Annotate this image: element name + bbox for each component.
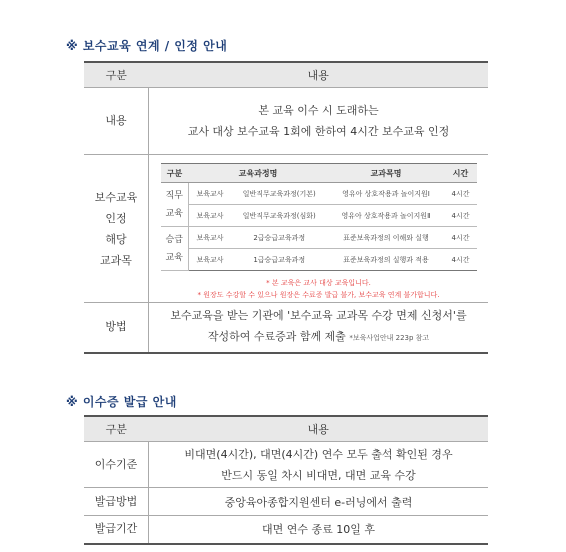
row-label-issue-method: 발급방법 — [84, 488, 149, 516]
certificate-table — [84, 415, 488, 545]
inner-header-hours: 시간 — [445, 164, 477, 183]
issue-method-cell: 중앙육아종합지원센터 e-러닝에서 출력 — [149, 488, 489, 516]
notes — [150, 277, 487, 301]
header-category: 구분 — [84, 62, 149, 88]
content-line: 본 교육 이수 시 도래하는 — [258, 104, 379, 117]
group-promotion-training — [161, 227, 189, 271]
method-cell — [149, 303, 489, 353]
inner-subject: 표준보육과정의 이해와 실행 — [327, 227, 444, 249]
inner-hours: 4시간 — [445, 249, 477, 271]
row-label-subjects — [84, 155, 149, 303]
inner-subject: 표준보육과정의 실행과 적용 — [327, 249, 444, 271]
row-label-content: 내용 — [84, 88, 149, 155]
row-label-criteria: 이수기준 — [84, 442, 149, 488]
section-title-training-link: ※ 보수교육 연계 / 인정 안내 — [66, 39, 228, 53]
subjects-cell — [149, 155, 489, 303]
note-director: * 원장도 수강할 수 있으나 원장은 수료증 발급 불가, 보수교육 연계 불가합니다. — [197, 291, 440, 299]
section-title-certificate: ※ 이수증 발급 안내 — [66, 395, 177, 409]
table-row — [84, 155, 488, 303]
inner-target: 보육교사 — [189, 205, 232, 227]
header-content: 내용 — [149, 62, 489, 88]
table-row — [84, 488, 488, 516]
method-line-text: 작성하여 수료증과 함께 제출 — [207, 330, 346, 344]
inner-course: 일반직무교육과정(심화) — [231, 205, 327, 227]
note-teacher-only: * 본 교육은 교사 대상 교육입니다. — [266, 279, 371, 287]
inner-header-subject: 교과목명 — [327, 164, 444, 183]
group-job-training — [161, 183, 189, 227]
inner-hours: 4시간 — [445, 227, 477, 249]
header-category: 구분 — [84, 416, 149, 442]
table-row — [84, 442, 488, 488]
inner-row — [161, 249, 477, 271]
row-label-method: 방법 — [84, 303, 149, 353]
label-line: 해당 — [105, 232, 127, 246]
criteria-cell — [149, 442, 489, 488]
method-line — [150, 326, 487, 349]
header-content: 내용 — [149, 416, 489, 442]
content-line: 교사 대상 보수교육 1회에 한하여 4시간 보수교육 인정 — [187, 125, 450, 138]
row-content-cell — [149, 88, 489, 155]
inner-course: 일반직무교육과정(기본) — [231, 183, 327, 205]
inner-hours: 4시간 — [445, 183, 477, 205]
criteria-line: 비대면(4시간), 대면(4시간) 연수 모두 출석 확인된 경우 — [184, 447, 453, 461]
inner-row — [161, 183, 477, 205]
table-row — [84, 516, 488, 544]
inner-target: 보육교사 — [189, 227, 232, 249]
label-line: 인정 — [105, 211, 127, 225]
group-line: 교육 — [165, 208, 183, 219]
inner-subject: 영유아 상호작용과 놀이지원Ⅱ — [327, 205, 444, 227]
label-line: 교과목 — [100, 253, 132, 267]
inner-target: 보육교사 — [189, 249, 232, 271]
issue-period-cell: 대면 연수 종료 10일 후 — [149, 516, 489, 544]
row-label-issue-period: 발급기간 — [84, 516, 149, 544]
label-line: 보수교육 — [94, 190, 138, 204]
group-line: 직무 — [165, 190, 183, 201]
inner-course: 1급승급교육과정 — [231, 249, 327, 271]
method-reference-note: *보육사업안내 223p 참고 — [349, 334, 430, 343]
inner-target: 보육교사 — [189, 183, 232, 205]
inner-row — [161, 205, 477, 227]
criteria-line: 반드시 동일 차시 비대면, 대면 교육 수강 — [221, 468, 416, 482]
training-link-table — [84, 61, 488, 354]
inner-header-course: 교육과정명 — [189, 164, 328, 183]
group-line: 승급 — [165, 234, 183, 245]
subjects-inner-table — [161, 163, 477, 271]
inner-row — [161, 227, 477, 249]
inner-header-row — [161, 164, 477, 183]
inner-header-group: 구분 — [161, 164, 189, 183]
table-header-row — [84, 416, 488, 442]
inner-hours: 4시간 — [445, 205, 477, 227]
inner-subject: 영유아 상호작용과 놀이지원Ⅰ — [327, 183, 444, 205]
table-header-row — [84, 62, 488, 88]
group-line: 교육 — [165, 252, 183, 263]
table-row — [84, 88, 488, 155]
table-row — [84, 303, 488, 353]
method-line: 보수교육을 받는 기관에 '보수교육 교과목 수강 면제 신청서'를 — [170, 309, 467, 323]
inner-course: 2급승급교육과정 — [231, 227, 327, 249]
